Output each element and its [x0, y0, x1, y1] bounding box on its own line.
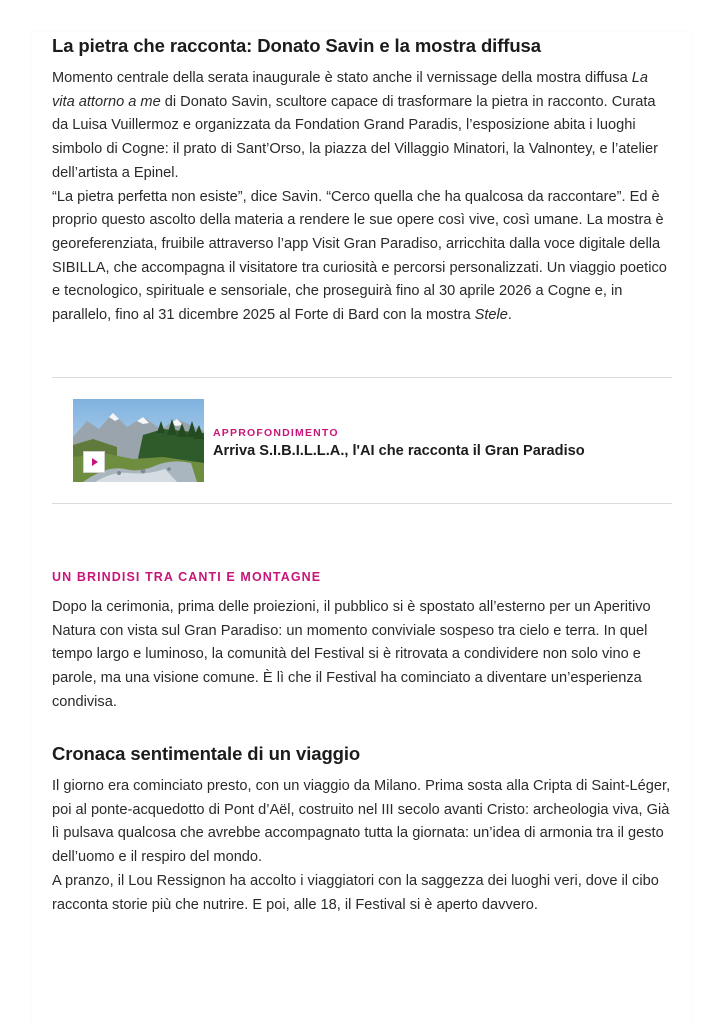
text-run: “La pietra perfetta non esiste”, dice Savin. “Cerco quella che ha qualcosa da raccontare”. Ed è proprio questo ascolto della materia a rendere le sue opere così vive, così umane. La mostra è georeferenziata, fruibile attraverso l’app Visit Gran Paradiso, arricchita dalla voce digitale della SIBILLA, che accompagna il visitatore tra curiosità e percorsi personalizzati. Un viaggio poetico e tecnologico, spirituale e sensoriale, che proseguirà fino al 30 aprile 2026 a Cogne e, in parallelo, fino al 31 dicembre 2025 al Forte di Bard con la mostra	[52, 188, 667, 324]
text-run: di Donato Savin, scultore capace di trasformare la pietra in racconto. Curata da Luisa Vuillermoz e organizzata da Fondation Grand Paradis, l’esposizione abita i luoghi simbolo di Cogne: il prato di Sant’Orso, la piazza del Villaggio Minatori, la Valnontey, e l’atelier dell’artista a Epinel.	[52, 93, 658, 181]
divider-bottom	[52, 503, 672, 504]
text-run: .	[507, 307, 512, 324]
card-kicker: APPROFONDIMENTO	[213, 427, 339, 439]
section-title-pietra: La pietra che racconta: Donato Savin e la mostra diffusa	[52, 35, 541, 56]
paragraph-vernissage	[52, 67, 672, 186]
play-icon[interactable]	[83, 451, 105, 473]
section-kicker-brindisi: UN BRINDISI TRA CANTI E MONTAGNE	[52, 570, 322, 584]
exhibition-title-stele: Stele	[474, 307, 508, 324]
article-body-brindisi	[52, 596, 672, 715]
paragraph-pranzo: A pranzo, il Lou Ressignon ha accolto i viaggiatori con la saggezza dei luoghi veri, dove il cibo racconta storie più che nutrire. E poi, alle 18, il Festival si è aperto davvero.	[52, 872, 659, 913]
paragraph-aperitivo: Dopo la cerimonia, prima delle proiezioni, il pubblico si è spostato all’esterno per un Aperitivo Natura con vista sul Gran Paradiso: un momento conviviale sospeso tra cielo e terra. In quel tempo largo e luminoso, la comunità del Festival si è ritrovata a condividere non solo vino e parole, ma una visione comune. È lì che il Festival ha cominciato a diventare un’esperienza condivisa.	[52, 599, 651, 710]
exhibition-title: La vita attorno a me	[52, 70, 648, 110]
card-title-link[interactable]: Arriva S.I.B.I.L.L.A., l'AI che racconta il Gran Paradiso	[213, 443, 585, 459]
section-title-cronaca: Cronaca sentimentale di un viaggio	[52, 743, 361, 764]
article-body-pietra	[52, 67, 672, 328]
play-triangle	[92, 458, 98, 466]
article-thumbnail[interactable]	[73, 399, 204, 482]
article-body-cronaca	[52, 775, 672, 917]
text-run: Momento centrale della serata inaugurale è stato anche il vernissage della mostra diffusa	[52, 70, 632, 86]
related-article-card[interactable]	[73, 399, 653, 483]
divider-top	[52, 377, 672, 378]
paragraph-viaggio: Il giorno era cominciato presto, con un viaggio da Milano. Prima sosta alla Cripta di Saint-Léger, poi al ponte-acquedotto di Pont d’Aël, costruito nel III secolo avanti Cristo: archeologia viva, Già lì pulsava qualcosa che avrebbe accompagnato tutta la giornata: un’idea di armonia tra il gesto dell’uomo e il respiro del mondo.	[52, 778, 671, 866]
paragraph-savin-quote	[52, 186, 672, 328]
